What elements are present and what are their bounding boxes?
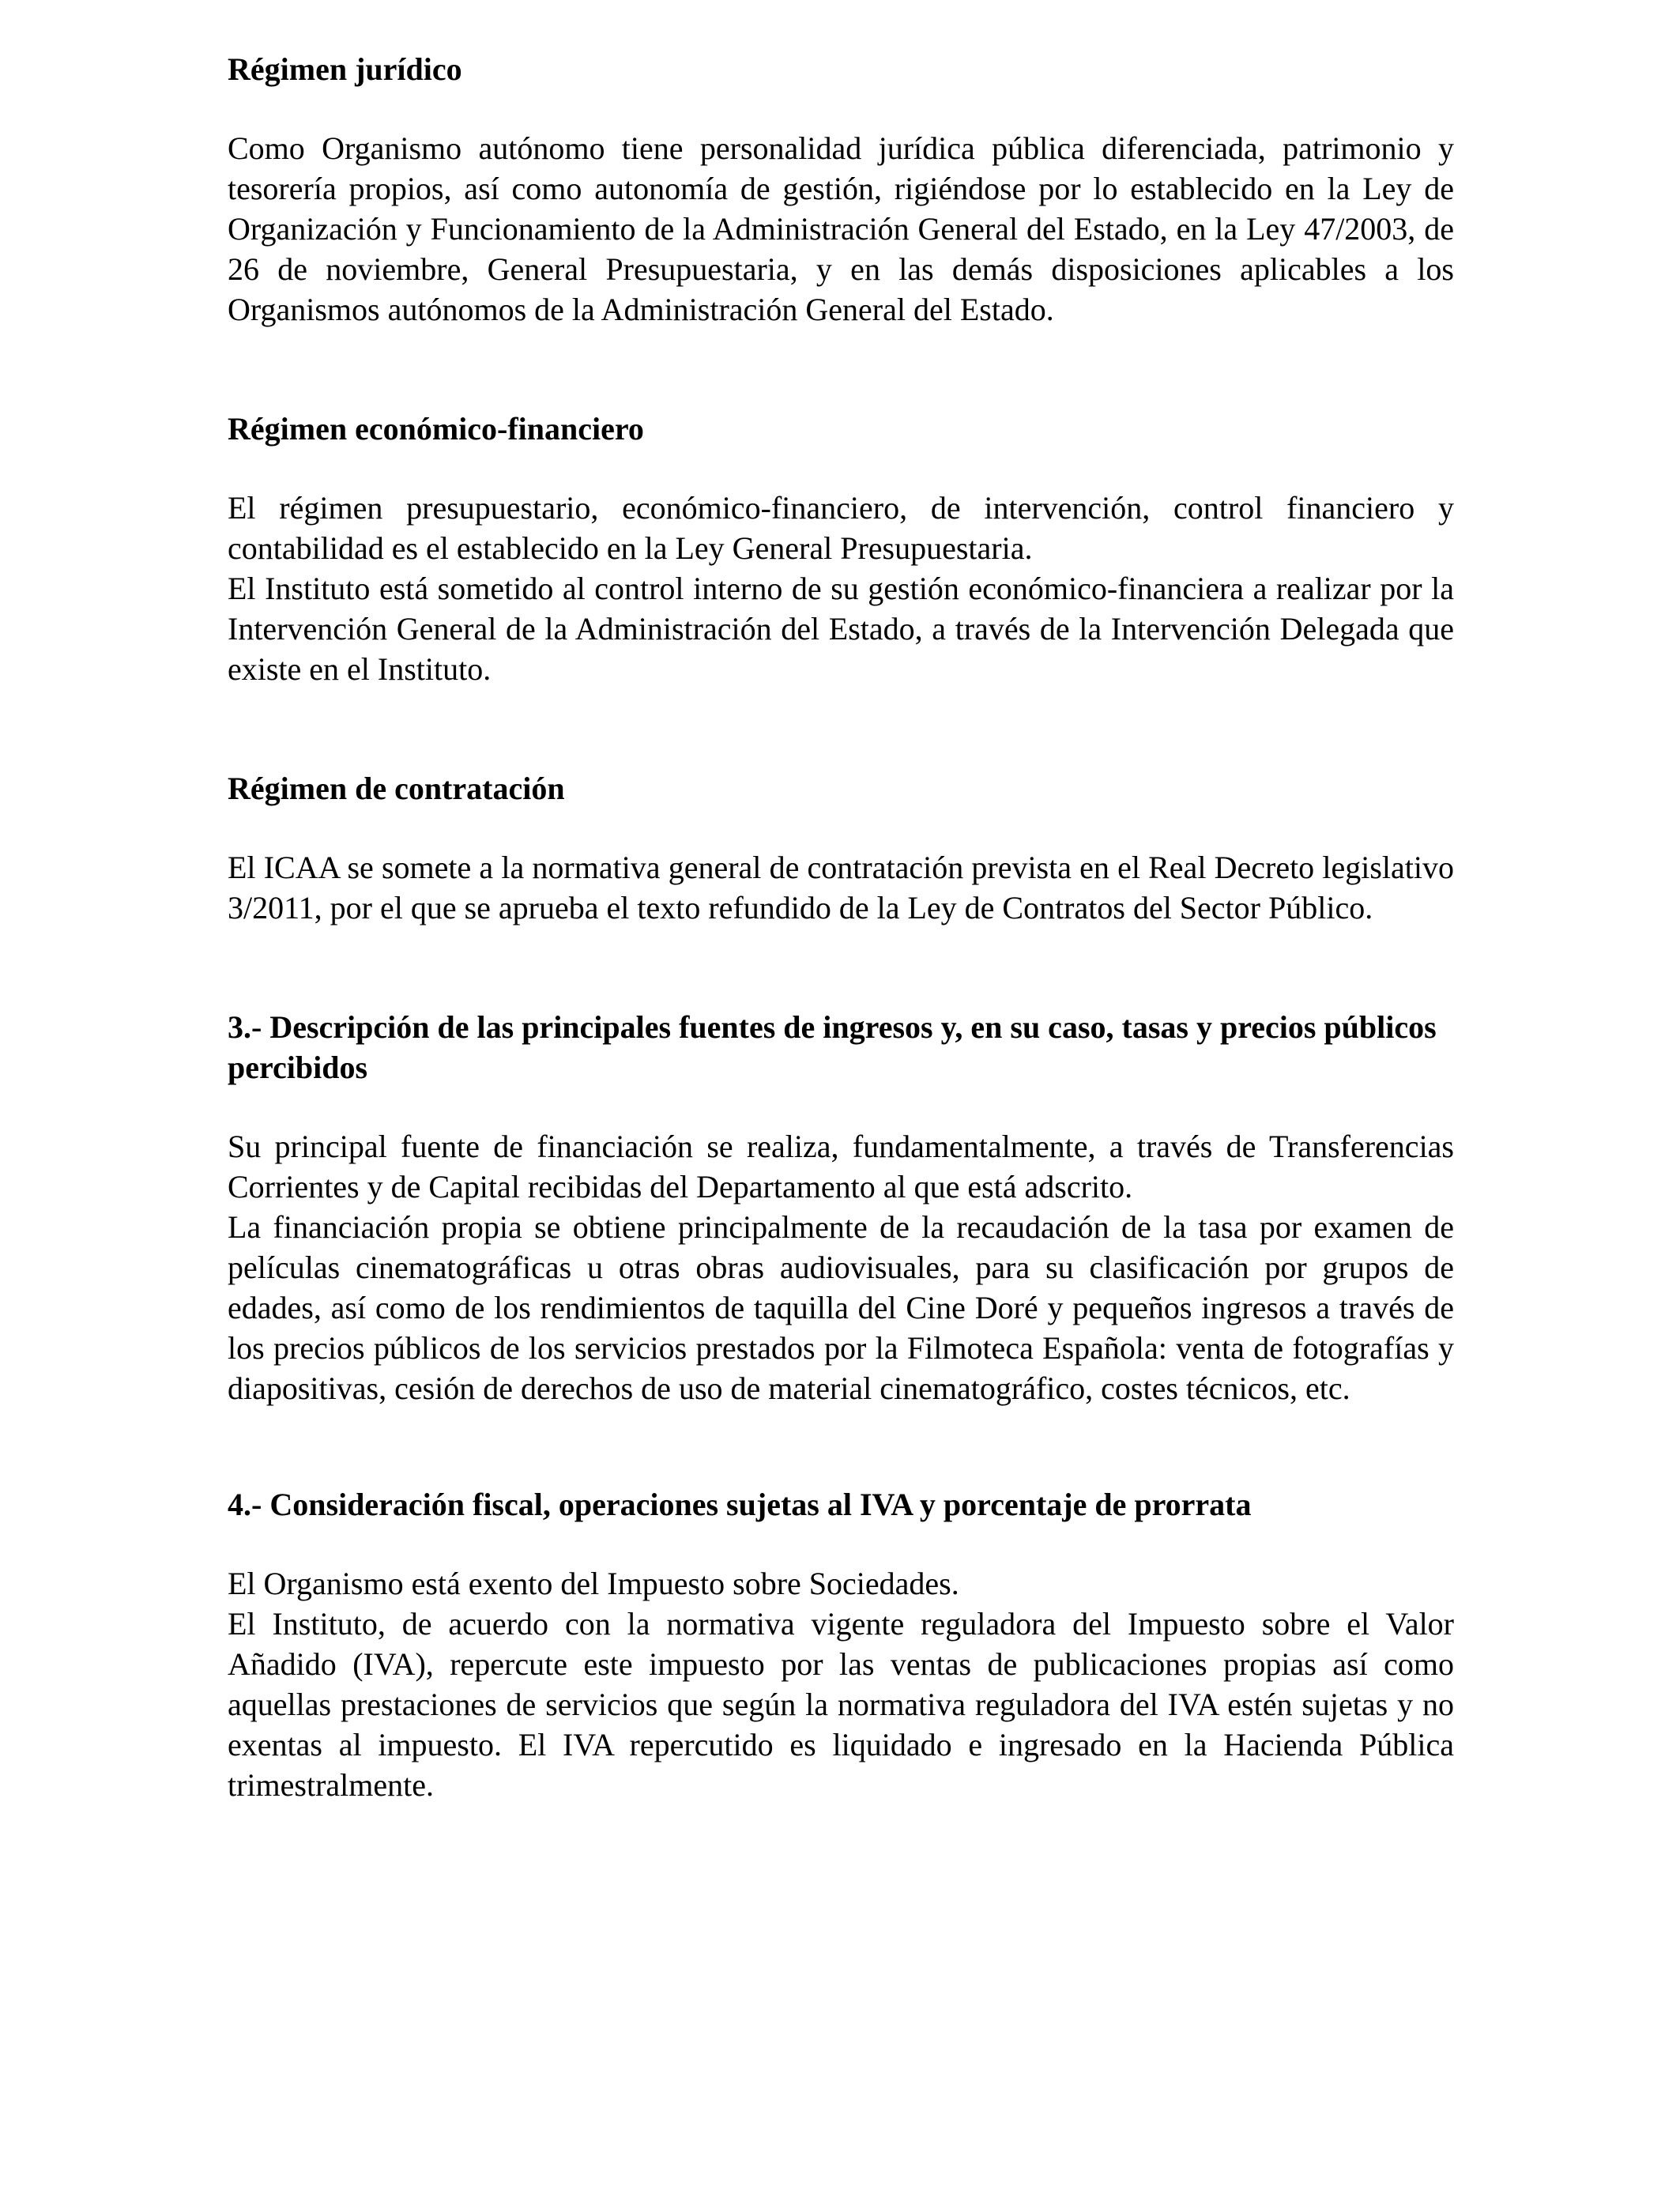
section-heading-fuentes-ingresos: 3.- Descripción de las principales fuentes de ingresos y, en su caso, tasas y precios públicos percibidos [228, 1009, 1437, 1085]
document-body [228, 49, 1454, 1805]
paragraph-financiacion-propia: La financiación propia se obtiene principalmente de la recaudación de la tasa por examen de películas cinematográficas u otras obras audiovisuales, para su clasificación por grupos de edades, así como de los rendimientos de taquilla del Cine Doré y pequeños ingresos a través de los precios públicos de los servicios prestados por la Filmoteca Española: venta de fotografías y diapositivas, cesión de derechos de uso de material cinematográfico, costes técnicos, etc. [228, 1209, 1454, 1406]
paragraph-control-interno: El Instituto está sometido al control interno de su gestión económico-financiera a realizar por la Intervención General de la Administración del Estado, a través de la Intervención Delegada que existe en el Instituto. [228, 571, 1454, 687]
section-heading-regimen-contratacion: Régimen de contratación [228, 771, 565, 806]
section-heading-regimen-economico-financiero: Régimen económico-financiero [228, 411, 644, 447]
paragraph-fuente-financiacion: Su principal fuente de financiación se realiza, fundamentalmente, a través de Transferencias Corrientes y de Capital recibidas del Departamento al que está adscrito. [228, 1129, 1454, 1204]
section-heading-regimen-juridico: Régimen jurídico [228, 51, 462, 87]
paragraph-iva: El Instituto, de acuerdo con la normativa vigente reguladora del Impuesto sobre el Valor Añadido (IVA), repercute este impuesto por las ventas de publicaciones propias así como aquellas prestaciones de servicios que según la normativa reguladora del IVA estén sujetas y no exentas al impuesto. El IVA repercutido es liquidado e ingresado en la Hacienda Pública trimestralmente. [228, 1606, 1454, 1803]
paragraph-exento-sociedades: El Organismo está exento del Impuesto sobre Sociedades. [228, 1566, 959, 1601]
paragraph-regimen-contratacion: El ICAA se somete a la normativa general de contratación prevista en el Real Decreto legislativo 3/2011, por el que se aprueba el texto refundido de la Ley de Contratos del Sector Público. [228, 850, 1454, 925]
paragraph-regimen-juridico: Como Organismo autónomo tiene personalidad jurídica pública diferenciada, patrimonio y tesorería propios, así como autonomía de gestión, rigiéndose por lo establecido en la Ley de Organización y Funcionamiento de la Administración General del Estado, en la Ley 47/2003, de 26 de noviembre, General Presupuestaria, y en las demás disposiciones aplicables a los Organismos autónomos de la Administración General del Estado. [228, 130, 1454, 327]
section-heading-consideracion-fiscal: 4.- Consideración fiscal, operaciones sujetas al IVA y porcentaje de prorrata [228, 1487, 1252, 1522]
paragraph-regimen-presupuestario: El régimen presupuestario, económico-financiero, de intervención, control financiero y contabilidad es el establecido en la Ley General Presupuestaria. [228, 490, 1454, 566]
